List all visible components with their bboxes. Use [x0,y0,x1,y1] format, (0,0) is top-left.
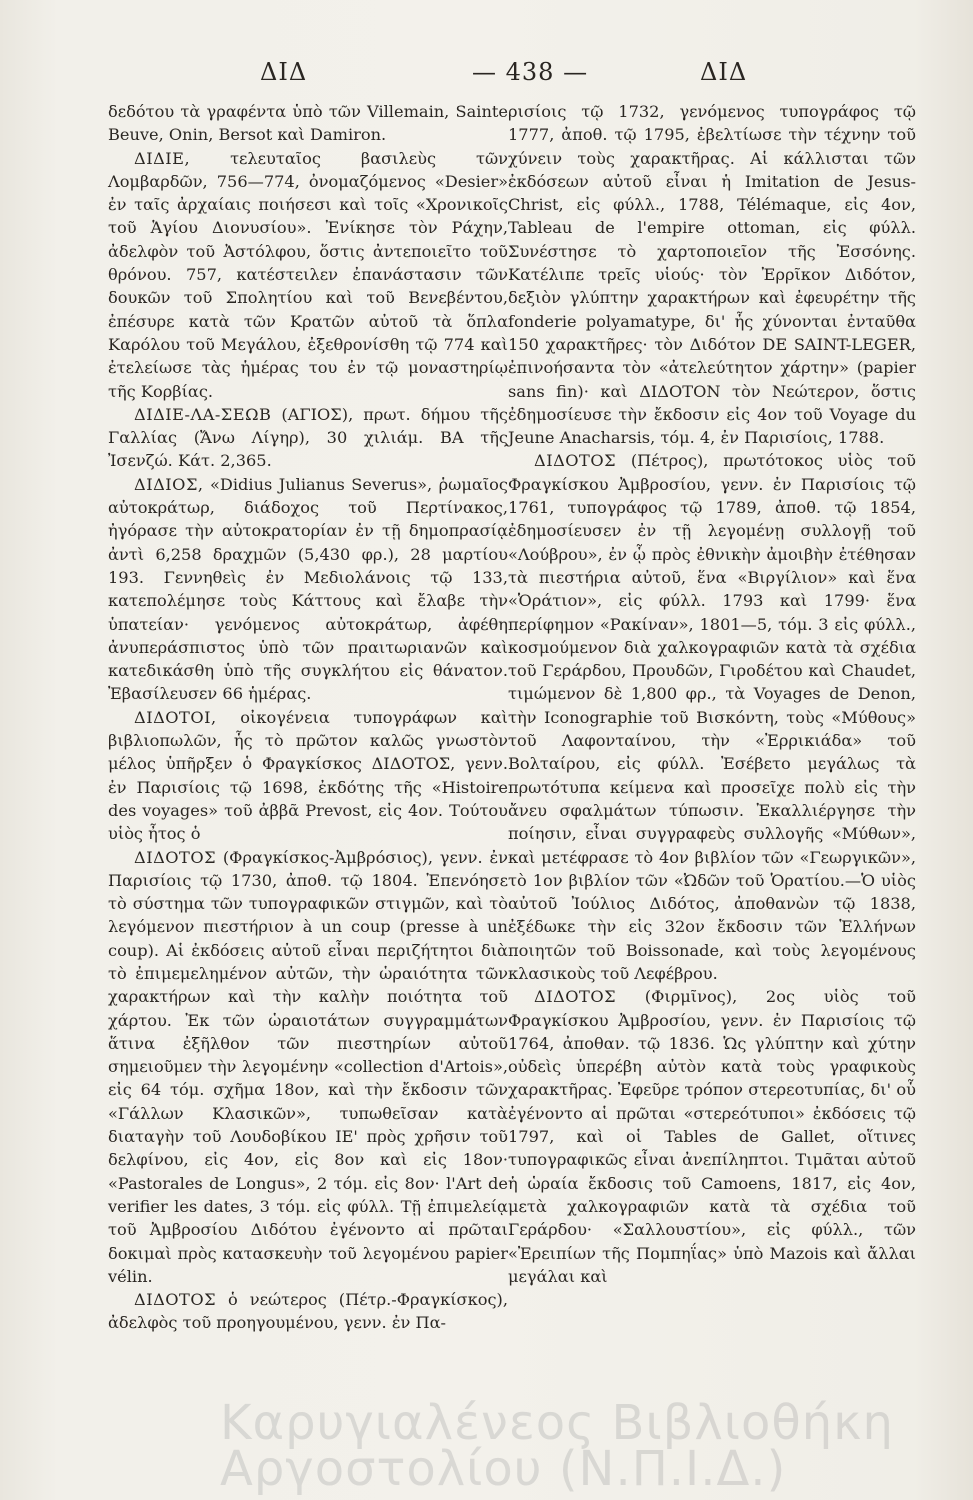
entry [508,100,916,449]
entry-paragraph [108,846,508,1289]
entry [108,706,508,846]
entry-lemma: ΔΙΔΟΤΟΣ [534,987,617,1007]
entry-paragraph [508,449,916,985]
entry-text: ὁ νεώτερος (Πέτρ.-Φραγκίσκος), ἀδελφὸς τοῦ προηγουμένου, γενν. ἐν Πα- [108,1290,508,1333]
entry-text: οἰκογένεια τυπογράφων καὶ βιβλιοπωλῶν, ἧς τὸ πρῶτον καλῶς γνωστὸν μέλος ὑπῆρξεν ὁ Φραγκίσκος ΔΙΔΟΤΟΣ, γενν. ἐν Παρισίοις τῷ 1698, ἐκδότης τῆς «Histoire des voyages» τοῦ ἀββᾶ Prevost, εἰς 4ον. Τούτου υἱὸς ἦτος ὁ [108,707,508,844]
entry [108,1288,508,1335]
entry [108,473,508,706]
entry-paragraph [508,985,916,1288]
entry-paragraph [108,147,508,403]
entry [508,985,916,1288]
entry-text: ρισίοις τῷ 1732, γενόμενος τυπογράφος τῷ 1777, ἀποθ. τῷ 1795, ἐβελτίωσε τὴν τέχνην τοῦ χύνειν τοὺς χαρακτῆρας. Αἱ κάλλισται τῶν ἐκδόσεων αὐτοῦ εἶναι ἡ Imitation de Jesus-Christ, εἰς φύλλ., 1788, Télémaque, εἰς 4ον, Tableau de l'empire ottoman, εἰς φύλλ. Συνέστησε τὸ χαρτοποιεῖον τῆς Ἐσσόνης. Κατέλιπε τρεῖς υἱούς· τὸν Ἐρρῖκον Διδότον, δεξιὸν γλύπτην χαρακτήρων καὶ ἐφευρέτην τῆς fonderie polyamatype, δι' ἧς χύνονται ἐνταῦθα 150 χαρακτῆρες· τὸν Διδότον DE SAINT-LEGER, ἐπινοήσαντα τὸν «ἀτελεύτητον χάρτην» (papier sans fin)· καὶ ΔΙΔΟΤΟΝ τὸν Νεώτερον, ὅστις ἐδημοσίευσε τὴν ἔκδοσιν εἰς 4ον τοῦ Voyage du Jeune Anacharsis, τόμ. 4, ἐν Παρισίοις, 1788. [508,102,916,448]
entry-paragraph [108,706,508,846]
entry-lemma: ΔΙΔΟΤΟΣ [134,847,217,867]
running-head-left: ΔΙΔ [260,58,308,86]
entry-lemma: ΔΙΔΟΤΟΣ [534,451,617,471]
page-header [110,58,910,98]
entry-paragraph [108,1288,508,1335]
entry-lemma: ΔΙΔΙΕ-ΛΑ-ΣΕΩΒ [134,404,272,424]
entry-text: (Φιρμῖνος), 2ος υἱὸς τοῦ Φραγκίσκου Ἀμβροσίου, γενν. ἐν Παρισίοις τῷ 1764, ἀποθαν. τῷ 1836. Ὡς γλύπτην καὶ χύτην οὐδεὶς ὑπερέβη αὐτὸν κατὰ τοὺς γραφικοὺς χαρακτῆρας. Ἐφεῦρε τρόπον στερεοτυπίας, δι' οὗ ἐγένοντο αἱ πρῶται «στερεότυποι» ἐκδόσεις τῷ 1797, καὶ οἱ Tables de Gallet, οἵτινες τυπογραφικῶς εἶναι ἀνεπίληπτοι. Τιμᾶται αὐτοῦ ἡ ὡραία ἔκδοσις τοῦ Camoens, 1817, εἰς 4ον, μετὰ χαλκογραφιῶν κατὰ τὰ σχέδια τοῦ Γεράρδου· «Σαλλουστίου», εἰς φύλλ., τῶν «Ἐρειπίων τῆς Πομπηΐας» ὑπὸ Mazois καὶ ἄλλαι μεγάλαι καὶ [508,987,916,1286]
watermark-line: Καρυγιαλένεος Βιβλιοθήκη [220,1395,894,1451]
entry-text: (ΑΓΙΟΣ), πρωτ. δήμου τῆς Γαλλίας (Ἄνω Λίγηρ), 30 χιλιάμ. ΒΑ τῆς Ἰσενζώ. Κάτ. 2,365. [108,404,508,471]
entry-text: (Πέτρος), πρωτότοκος υἱὸς τοῦ Φραγκίσκου Ἀμβροσίου, γενν. ἐν Παρισίοις τῷ 1761, τυπογράφος τῷ 1789, ἀποθ. τῷ 1854, ἐδημοσίευσεν ἐν τῇ λεγομένῃ συλλογῇ τοῦ «Λούβρου», ἐν ᾧ πρὸς ἐθνικὴν ἀμοιβὴν ἐτέθησαν τὰ πιεστήρια αὐτοῦ, ἕνα «Βιργίλιον» καὶ ἕνα «Ὁράτιον», εἰς φύλλ. 1793 καὶ 1799· ἕνα περίφημον «Ρακίναν», 1801—5, τόμ. 3 εἰς φύλλ., κοσμούμενον διὰ χαλκογραφιῶν κατὰ τὰ σχέδια τοῦ Γεράρδου, Προυδῶν, Γιροδέτου καὶ Chaudet, τιμώμενον δὲ 1,800 φρ., τὰ Voyages de Denon, τὴν Iconographie τοῦ Βισκόντη, τοὺς «Μύθους» τοῦ Λαφονταίνου, τὴν «Ἐρρικιάδα» τοῦ Βολταίρου, εἰς φύλλ. Ἐσέβετο μεγάλως τὰ πρωτότυπα κείμενα καὶ προσεῖχε πολὺ εἰς τὴν ἄνευ σφαλμάτων τύπωσιν. Ἐκαλλιέργησε τὴν ποίησιν, εἶναι συγγραφεὺς συλλογῆς «Μύθων», καὶ μετέφρασε τὸ 4ον βιβλίον τῶν «Γεωργικῶν», τὸ 1ον βιβλίον τῶν «Ὠδῶν τοῦ Ὁρατίου.—Ὁ υἱὸς αὐτοῦ Ἰούλιος Διδότος, ἀποθανὼν τῷ 1838, ἐξέδωκε τὴν εἰς 32ον ἔκδοσιν τῶν Ἑλλήνων ποιητῶν τοῦ Boissonade, καὶ τοὺς λεγομένους κλασικοὺς τοῦ Λεφέβρου. [508,451,916,983]
running-head-right: ΔΙΔ [700,58,748,86]
entry-paragraph [108,473,508,706]
entry-lemma: ΔΙΔΙΕ, [134,148,191,168]
entry-lemma: ΔΙΔΙΟΣ, [134,474,204,494]
entry-lemma: ΔΙΔΟΤΟΙ, [134,707,217,727]
entry [108,100,508,147]
page-number: — 438 — [472,58,589,86]
right-column [508,100,916,1288]
watermark-line: Αργοστολίου (Ν.Π.Ι.Δ.) [220,1441,787,1497]
entry-paragraph [108,403,508,473]
entry [108,147,508,403]
entry [508,449,916,985]
entry-text: (Φραγκίσκος-Ἀμβρόσιος), γενν. ἐν Παρισίοις τῷ 1730, ἀποθ. τῷ 1804. Ἐπενόησε τὸ σύστημα τῶν τυπογραφικῶν στιγμῶν, καὶ τὸ λεγόμενον πιεστήριον à un coup (presse à un coup). Αἱ ἐκδόσεις αὐτοῦ εἶναι περιζήτητοι διὰ τὸ ἐπιμεμελημένον αὐτῶν, τὴν ὡραιότητα τῶν χαρακτήρων καὶ τὴν καλὴν ποιότητα τοῦ χάρτου. Ἐκ τῶν ὡραιοτάτων συγγραμμάτων ἅτινα ἐξῆλθον τῶν πιεστηρίων αὐτοῦ σημειοῦμεν τὴν λεγομένην «collection d'Artois», εἰς 64 τόμ. σχῆμα 18ον, καὶ τὴν ἔκδοσιν τῶν «Γάλλων Κλασικῶν», τυπωθεῖσαν κατὰ διαταγὴν τοῦ Λουδοβίκου ΙΕ' πρὸς χρῆσιν τοῦ δελφίνου, εἰς 4ον, εἰς 8ον καὶ εἰς 18ον· «Pastorales de Longus», 2 τόμ. εἰς 8ον· l'Art de verifier les dates, 3 τόμ. εἰς φύλλ. Τῇ ἐπιμελείᾳ τοῦ Ἀμβροσίου Διδότου ἐγένοντο αἱ πρῶται δοκιμαὶ πρὸς κατασκευὴν τοῦ λεγομένου papier vélin. [108,847,508,1286]
entry [108,403,508,473]
entry-text: δεδότου τὰ γραφέντα ὑπὸ τῶν Villemain, Sainte Beuve, Onin, Bersot καὶ Damiron. [108,102,508,145]
entry-text: τελευταῖος βασιλεὺς τῶν Λομβαρδῶν, 756—774, ὀνομαζόμενος «Desier» ἐν ταῖς ἀρχαίαις ποιήσεσι καὶ τοῖς «Χρονικοῖς τοῦ Ἁγίου Διονυσίου». Ἐνίκησε τὸν Ράχην, ἀδελφὸν τοῦ Ἀστόλφου, ὅστις ἀντεποιεῖτο τοῦ θρόνου. 757, κατέστειλεν ἐπανάστασιν τῶν δουκῶν τοῦ Σπολητίου καὶ τοῦ Βενεβέντου, ἐπέσυρε κατὰ τῶν Κρατῶν αὐτοῦ τὰ ὅπλα Καρόλου τοῦ Μεγάλου, ἐξεθρονίσθη τῷ 774 καὶ ἐτελείωσε τὰς ἡμέρας του ἐν τῷ μοναστηρίῳ τῆς Κορβίας. [108,148,508,401]
entry-lemma: ΔΙΔΟΤΟΣ [134,1290,217,1310]
entry [108,846,508,1289]
library-watermark [220,1395,960,1497]
left-column [108,100,508,1335]
entry-text: «Didius Julianus Severus», ῥωμαῖος αὐτοκράτωρ, διάδοχος τοῦ Περτίνακος, ἠγόρασε τὴν αὐτοκρατορίαν ἐν τῇ δημοπρασίᾳ ἀντὶ 6,258 δραχμῶν (5,430 φρ.), 28 μαρτίου 193. Γεννηθεὶς ἐν Μεδιολάνοις τῷ 133, κατεπολέμησε τοὺς Κάττους καὶ ἔλαβε τὴν ὑπατείαν· γενόμενος αὐτοκράτωρ, ἀφέθη ἀνυπεράσπιστος ὑπὸ τῶν πραιτωριανῶν καὶ κατεδικάσθη ὑπὸ τῆς συγκλήτου εἰς θάνατον. Ἐβασίλευσεν 66 ἡμέρας. [108,474,508,704]
